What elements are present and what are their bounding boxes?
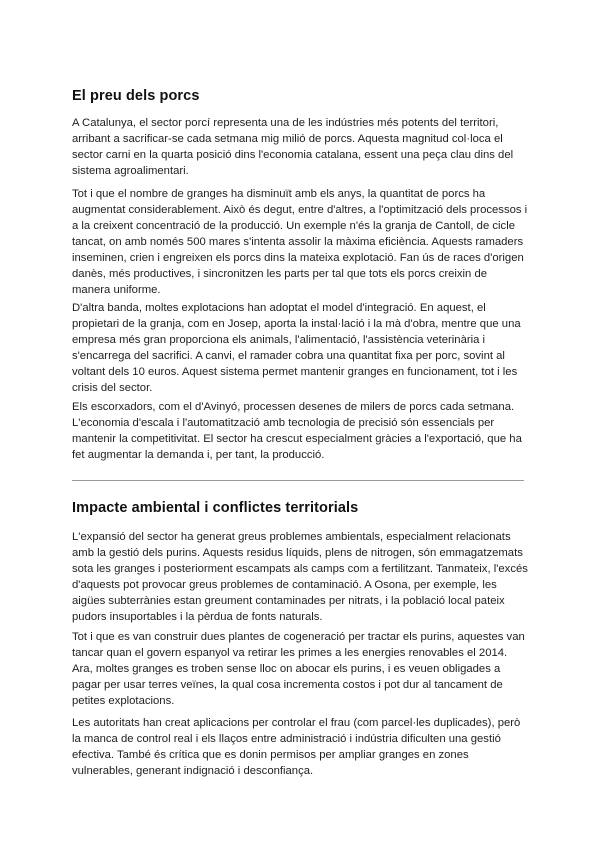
paragraph: Els escorxadors, com el d'Avinyó, processen desenes de milers de porcs cada setmana. L'economia d'escala i l'automatització amb tecnologia de precisió són essencials per mantenir la competitivitat. El sector ha crescut especialment gràcies a l'exportació, que ha fet augmentar la demanda i, per tant, la producció.: [72, 401, 522, 461]
section-title-pig-price: El preu dels porcs: [72, 88, 200, 104]
paragraph: L'expansió del sector ha generat greus problemes ambientals, especialment relacionats amb la gestió dels purins. Aquests residus líquids, plens de nitrogen, són emmagatzemats sota les granges i posteriorment escampats als camps com a fertilitzant. Tanmateix, l'excés d'aquests pot provocar greus problemes de contaminació. A Osona, per exemple, les aigües subterrànies estan greument contaminades per nitrats, i la població local pateix pudors insuportables i la pèrdua de fonts naturals.: [72, 531, 528, 623]
paragraph: A Catalunya, el sector porcí representa una de les indústries més potents del territori, arribant a sacrificar-se cada setmana mig milió de porcs. Aquesta magnitud col·loca el sector carni en la quarta posició dins l'economia catalana, essent una peça clau dins del sistema agroalimentari.: [72, 117, 514, 177]
paragraph: Les autoritats han creat aplicacions per controlar el frau (com parcel·les duplicades), però la manca de control real i els llaços entre administració i indústria dificulten una gestió efectiva. També és crítica que es donin permisos per ampliar granges en zones vulnerables, generant indignació i desconfiança.: [72, 717, 521, 777]
paragraph: Tot i que es van construir dues plantes de cogeneració per tractar els purins, aquestes van tancar quan el govern espanyol va retirar les primes a les energies renovables el 2014. Ara, moltes granges es troben sense lloc on abocar els purins, i es veuen obligades a pagar per usar terres veïnes, la qual cosa incrementa costos i pot dur al tancament de petites explotacions.: [72, 631, 525, 707]
section-divider: [72, 480, 524, 481]
paragraph: Tot i que el nombre de granges ha disminuït amb els anys, la quantitat de porcs ha augmentat considerablement. Això és degut, entre d'altres, a l'optimització dels processos i a la creixent concentració de la producció. Un exemple n'és la granja de Cantoll, de cicle tancat, on amb només 500 mares s'intenta assolir la màxima eficiència. Aquests ramaders inseminen, crien i engreixen els porcs dins la mateixa explotació. Fan ús de races d'origen danès, més productives, i sincronitzen les parts per tal que tots els porcs creixin de manera uniforme.: [72, 188, 528, 296]
paragraph: D'altra banda, moltes explotacions han adoptat el model d'integració. En aquest, el propietari de la granja, com en Josep, aporta la instal·lació i la mà d'obra, mentre que una empresa més gran proporciona els animals, l'alimentació, l'assistència veterinària i s'encarrega del sacrifici. A canvi, el ramader cobra una quantitat fixa per porc, sovint al voltant dels 10 euros. Aquest sistema permet mantenir granges en funcionament, tot i les crisis del sector.: [72, 302, 521, 394]
section-title-environmental-impact: Impacte ambiental i conflictes territorials: [72, 500, 359, 516]
